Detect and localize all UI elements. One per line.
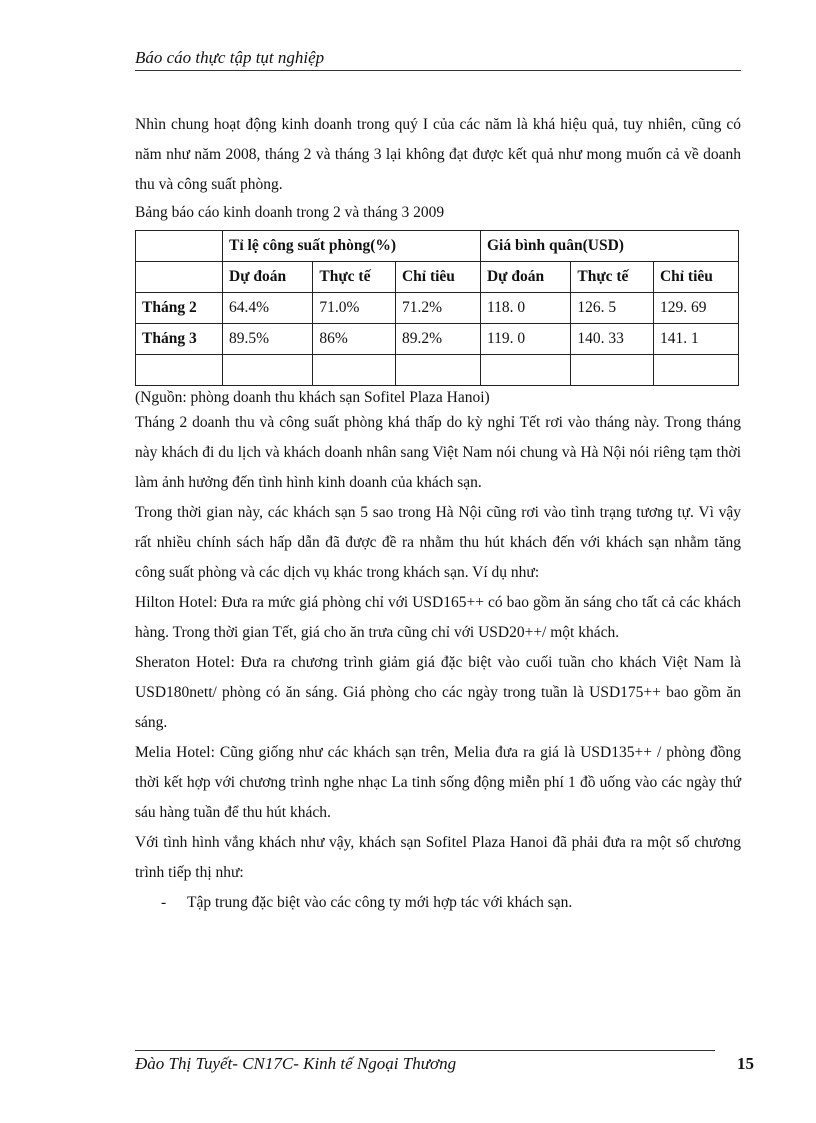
- page-number: 15: [737, 1054, 754, 1073]
- table-empty-row: [136, 355, 739, 386]
- body-paragraph: Trong thời gian này, các khách sạn 5 sao trong Hà Nội cũng rơi vào tình trạng tương tự. Vì vậy rất nhiều chính sách hấp dẫn đã được đề ra nhằm thu hút khách đến với khách sạn nhằm tăng công suất phòng và các dịch vụ khác trong khách sạn. Ví dụ như:: [135, 504, 741, 581]
- body-paragraph: Tháng 2 doanh thu và công suất phòng khá thấp do kỳ nghỉ Tết rơi vào tháng này. Trong tháng này khách đi du lịch và khách doanh nhân sang Việt Nam nói chung và Hà Nội nói riêng tạm thời làm ảnh hưởng đến tình hình kinh doanh của khách sạn.: [135, 414, 741, 491]
- table-row: [136, 293, 739, 324]
- sub-header-cell: Dự đoán: [480, 262, 570, 293]
- table-row: [136, 324, 739, 355]
- table-empty-cell: [223, 355, 313, 386]
- table-cell: 129. 69: [653, 293, 738, 324]
- header-title: Báo cáo thực tập tụt nghiệp: [135, 48, 325, 67]
- bullet-marker: -: [161, 894, 167, 911]
- table-cell: 89.2%: [395, 324, 480, 355]
- table-empty-cell: [313, 355, 396, 386]
- body-paragraph: Với tình hình vắng khách như vậy, khách sạn Sofitel Plaza Hanoi đã phải đưa ra một số chương trình tiếp thị như:: [135, 834, 741, 881]
- body-paragraph: Melia Hotel: Cũng giống như các khách sạn trên, Melia đưa ra giá là USD135++ / phòng đồng thời kết hợp với chương trình nghe nhạc La tinh sống động miễn phí 1 đồ uống vào các ngày thứ sáu hàng tuần để thu hút khách.: [135, 744, 741, 821]
- group-header-occupancy: Tỉ lệ công suất phòng(%): [223, 231, 481, 262]
- table-cell: 126. 5: [571, 293, 654, 324]
- table-source: (Nguồn: phòng doanh thu khách sạn Sofitel Plaza Hanoi): [135, 389, 490, 406]
- table-empty-cell: [136, 231, 223, 262]
- table-group-header-row: [136, 231, 739, 262]
- table-cell: 140. 33: [571, 324, 654, 355]
- body-paragraph: Hilton Hotel: Đưa ra mức giá phòng chỉ với USD165++ có bao gồm ăn sáng cho tất cả các khách hàng. Trong thời gian Tết, giá cho ăn trưa cũng chỉ với USD20++/ một khách.: [135, 594, 741, 641]
- business-report-table: [135, 230, 739, 386]
- table-empty-cell: [136, 355, 223, 386]
- table-empty-cell: [395, 355, 480, 386]
- footer-divider: [135, 1050, 715, 1051]
- group-header-avg-price: Giá bình quân(USD): [480, 231, 738, 262]
- table-empty-cell: [571, 355, 654, 386]
- table-cell: 118. 0: [480, 293, 570, 324]
- row-label: Tháng 3: [136, 324, 223, 355]
- table-cell: 71.2%: [395, 293, 480, 324]
- table-empty-cell: [480, 355, 570, 386]
- table-cell: 64.4%: [223, 293, 313, 324]
- table-empty-cell: [653, 355, 738, 386]
- sub-header-cell: Thực tế: [571, 262, 654, 293]
- table-cell: 119. 0: [480, 324, 570, 355]
- table-caption: Bảng báo cáo kinh doanh trong 2 và tháng 3 2009: [135, 204, 445, 221]
- sub-header-cell: Dự đoán: [223, 262, 313, 293]
- page-header: [135, 48, 741, 71]
- table-cell: 71.0%: [313, 293, 396, 324]
- body-paragraph: Sheraton Hotel: Đưa ra chương trình giảm giá đặc biệt vào cuối tuần cho khách Việt Nam là USD180nett/ phòng có ăn sáng. Giá phòng cho các ngày trong tuần là USD175++ bao gồm ăn sáng.: [135, 654, 741, 731]
- table-sub-header-row: [136, 262, 739, 293]
- bullet-text: Tập trung đặc biệt vào các công ty mới hợp tác với khách sạn.: [187, 894, 573, 911]
- sub-header-cell: Chỉ tiêu: [653, 262, 738, 293]
- page-body: [135, 110, 741, 918]
- row-label: Tháng 2: [136, 293, 223, 324]
- table-cell: 89.5%: [223, 324, 313, 355]
- table-empty-cell: [136, 262, 223, 293]
- bullet-item: [135, 888, 741, 918]
- intro-paragraph: Nhìn chung hoạt động kinh doanh trong quý I của các năm là khá hiệu quả, tuy nhiên, cũng có năm như năm 2008, tháng 2 và tháng 3 lại không đạt được kết quả như mong muốn cả về doanh thu và công suất phòng.: [135, 116, 741, 193]
- table-cell: 86%: [313, 324, 396, 355]
- sub-header-cell: Thực tế: [313, 262, 396, 293]
- table-cell: 141. 1: [653, 324, 738, 355]
- footer-author: Đào Thị Tuyết- CN17C- Kinh tế Ngoại Thương: [135, 1054, 457, 1073]
- sub-header-cell: Chỉ tiêu: [395, 262, 480, 293]
